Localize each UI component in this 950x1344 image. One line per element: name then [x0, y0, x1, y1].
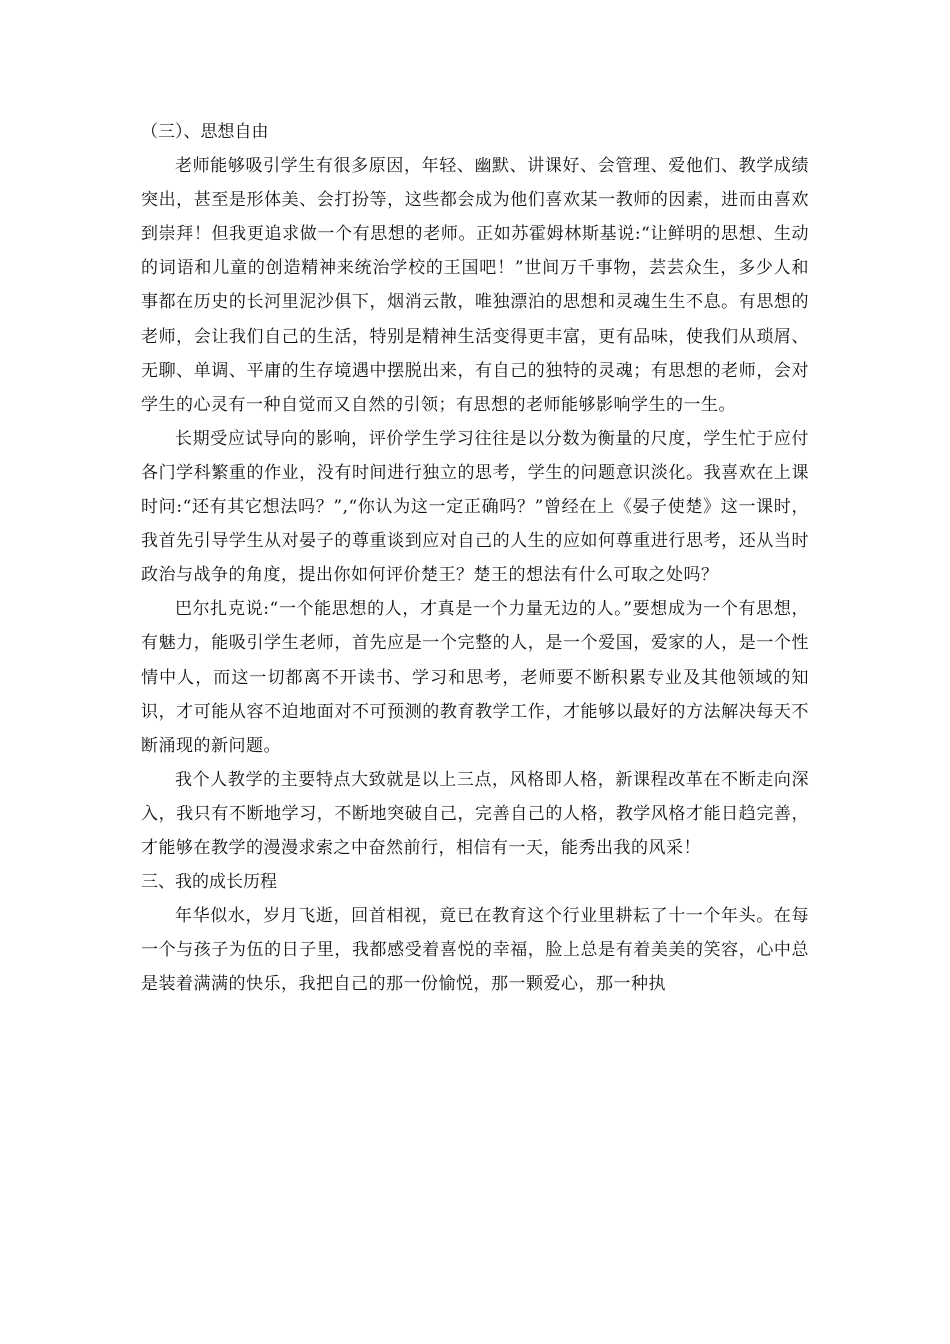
paragraph-exam-oriented: 长期受应试导向的影响，评价学生学习往往是以分数为衡量的尺度，学生忙于应付各门学科繁重的作业，没有时间进行独立的思考，学生的问题意识淡化。我喜欢在上课时问:“还有其它想法吗？”,“你认为这一定正确吗？”曾经在上《晏子使楚》这一课时，我首先引导学生从对晏子的尊重谈到应对自己的人生的应如何尊重进行思考，还从当时政治与战争的角度，提出你如何评价楚王？楚王的想法有什么可取之处吗？ — [141, 428, 809, 586]
section-heading-thought-freedom: （三）、思想自由 — [141, 122, 269, 142]
document-page — [141, 115, 809, 1001]
paragraph-thinking-teacher: 老师能够吸引学生有很多原因，年轻、幽默、讲课好、会管理、爱他们、教学成绩突出，甚至是形体美、会打扮等，这些都会成为他们喜欢某一教师的因素，进而由喜欢到崇拜！但我更追求做一个有思想的老师。正如苏霍姆林斯基说:“让鲜明的思想、生动的词语和儿童的创造精神来统治学校的王国吧！”世间万千事物，芸芸众生，多少人和事都在历史的长河里泥沙俱下，烟消云散，唯独漂泊的思想和灵魂生生不息。有思想的老师，会让我们自己的生活，特别是精神生活变得更丰富，更有品味，使我们从琐屑、无聊、单调、平庸的生存境遇中摆脱出来，有自己的独特的灵魂；有思想的老师，会对学生的心灵有一种自觉而又自然的引领；有思想的老师能够影响学生的一生。 — [141, 156, 809, 415]
paragraph-balzac-quote: 巴尔扎克说:“一个能思想的人，才真是一个力量无边的人。”要想成为一个有思想，有魅力，能吸引学生老师，首先应是一个完整的人，是一个爱国，爱家的人，是一个性情中人，而这一切都离不开读书、学习和思考，老师要不断积累专业及其他领域的知识，才可能从容不迫地面对不可预测的教育教学工作，才能够以最好的方法解决每天不断涌现的新问题。 — [141, 599, 809, 756]
paragraph-teaching-style-summary: 我个人教学的主要特点大致就是以上三点，风格即人格，新课程改革在不断走向深入，我只有不断地学习，不断地突破自己，完善自己的人格，教学风格才能日趋完善，才能够在教学的漫漫求索之中奋然前行，相信有一天，能秀出我的风采！ — [141, 769, 809, 858]
paragraph-growth-intro: 年华似水，岁月飞逝，回首相视，竟已在教育这个行业里耕耘了十一个年头。在每一个与孩子为伍的日子里，我都感受着喜悦的幸福，脸上总是有着美美的笑容，心中总是装着满满的快乐，我把自己的那一份愉悦，那一颗爱心，那一种执 — [141, 906, 809, 995]
section-heading-growth-history: 三、我的成长历程 — [141, 872, 277, 893]
